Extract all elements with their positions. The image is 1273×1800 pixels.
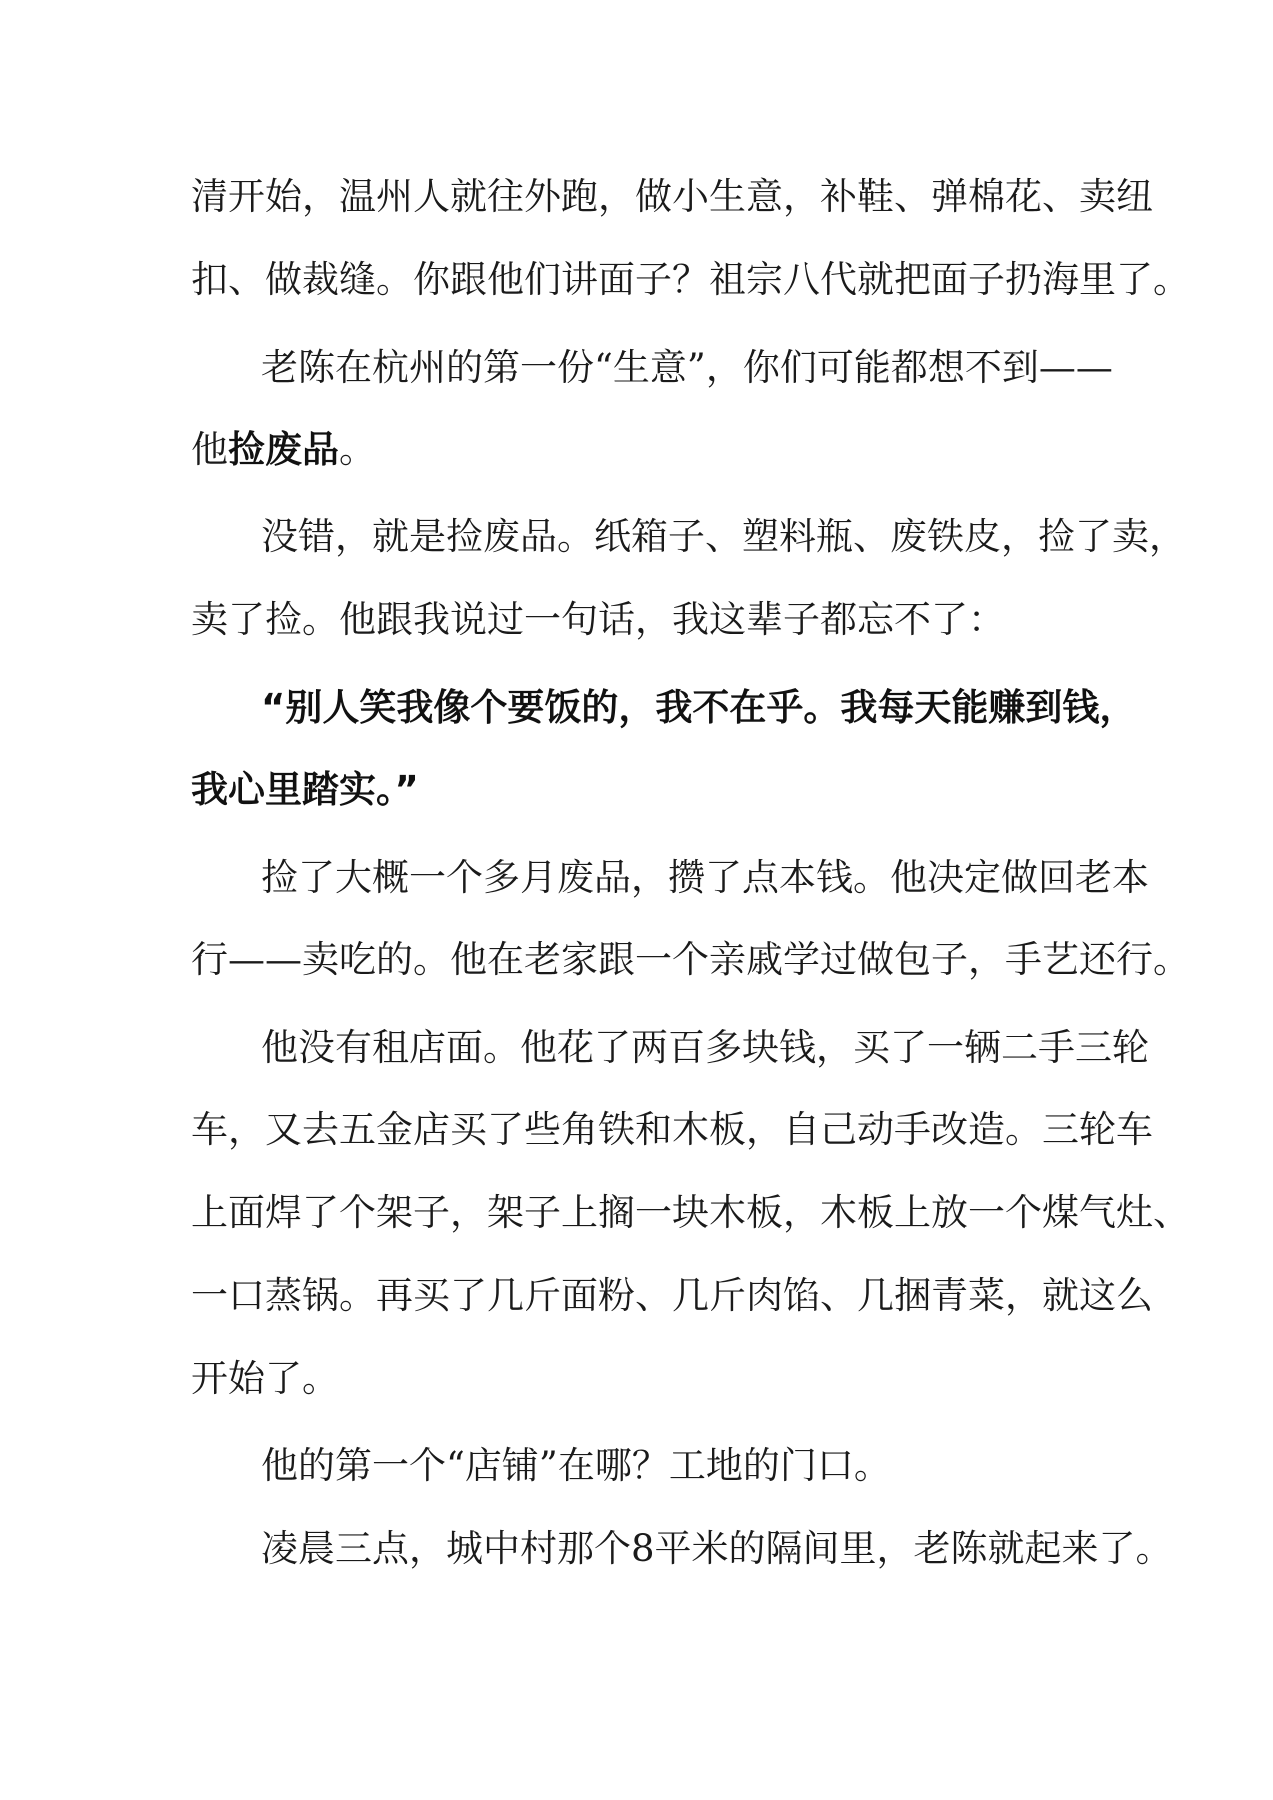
quote-line: “别人笑我像个要饭的，我不在乎。我每天能赚到钱， — [261, 686, 1137, 729]
text-line: 凌晨三点，城中村那个8平米的隔间里，老陈就起来了。 — [261, 1527, 1173, 1570]
text-line — [191, 428, 376, 472]
text-line: 老陈在杭州的第一份“生意”，你们可能都想不到—— — [261, 346, 1113, 389]
text-line: 他没有租店面。他花了两百多块钱，买了一辆二手三轮 — [261, 1026, 1149, 1069]
quote-line: 我心里踏实。” — [191, 768, 419, 811]
text-run: 。 — [339, 428, 376, 471]
text-run: 他 — [191, 428, 228, 471]
text-line: 上面焊了个架子，架子上搁一块木板，木板上放一个煤气灶、 — [191, 1191, 1190, 1234]
text-line: 扣、做裁缝。你跟他们讲面子？祖宗八代就把面子扔海里了。 — [191, 258, 1190, 301]
text-line: 没错，就是捡废品。纸箱子、塑料瓶、废铁皮，捡了卖， — [261, 515, 1186, 558]
text-line: 捡了大概一个多月废品，攒了点本钱。他决定做回老本 — [261, 856, 1149, 899]
text-line: 车，又去五金店买了些角铁和木板，自己动手改造。三轮车 — [191, 1108, 1153, 1151]
text-line: 清开始，温州人就往外跑，做小生意，补鞋、弹棉花、卖纽 — [191, 175, 1153, 218]
text-line: 一口蒸锅。再买了几斤面粉、几斤肉馅、几捆青菜，就这么 — [191, 1274, 1153, 1317]
emphasis-text: 捡废品 — [228, 428, 339, 471]
text-line: 行——卖吃的。他在老家跟一个亲戚学过做包子，手艺还行。 — [191, 938, 1190, 981]
text-line: 他的第一个“店铺”在哪？工地的门口。 — [261, 1444, 891, 1487]
text-line: 开始了。 — [191, 1357, 339, 1400]
text-line: 卖了捡。他跟我说过一句话，我这辈子都忘不了： — [191, 598, 1005, 641]
